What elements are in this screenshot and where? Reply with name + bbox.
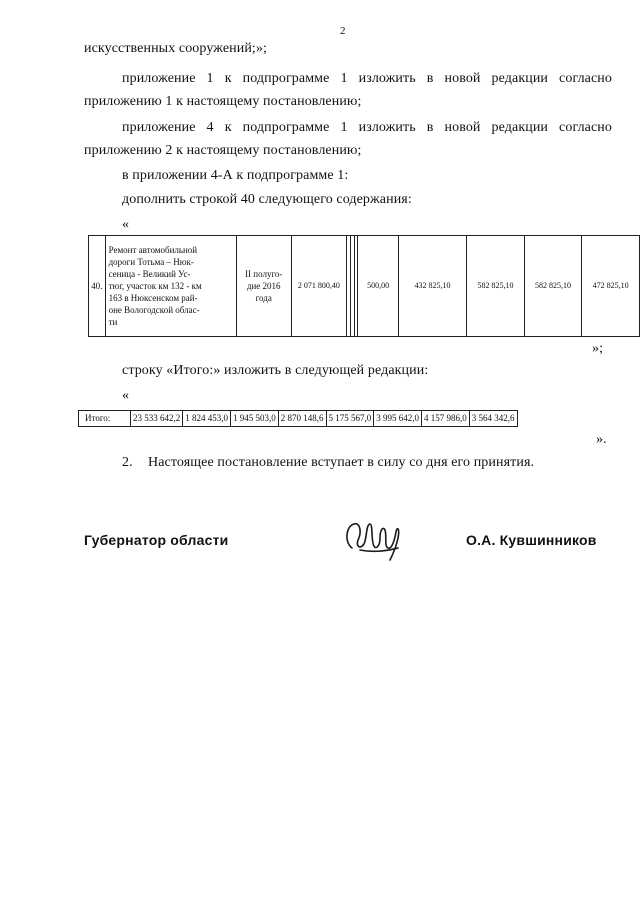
total-label-cell: Итого: [79, 411, 131, 427]
name-line: тюг, участок км 132 - км [108, 281, 202, 291]
name-line: дороги Тотьма – Нюк- [108, 257, 194, 267]
text-line: приложение 1 к подпрограмме 1 изложить в новой редакции согласно [122, 71, 612, 86]
period-line: года [255, 293, 272, 303]
total-row-table [78, 410, 518, 427]
name-line: 163 в Нюксенском рай- [108, 293, 198, 303]
text-line: приложению 2 к настоящему постановлению; [84, 143, 362, 158]
total-value-cell: 2 870 148,6 [278, 411, 326, 427]
period-line: дие 2016 [246, 281, 281, 291]
total-value-cell: 1 824 453,0 [183, 411, 231, 427]
text-line: в приложении 4-А к подпрограмме 1: [122, 168, 349, 183]
text-line: дополнить строкой 40 следующего содержания: [122, 192, 412, 207]
period-line: II полуго- [245, 269, 283, 279]
name-line: ти [108, 317, 118, 327]
name-line: оне Вологодской облас- [108, 305, 200, 315]
open-quote: « [122, 388, 130, 403]
table-row [79, 411, 518, 427]
text-line: приложение 4 к подпрограмме 1 изложить в новой редакции согласно [122, 120, 612, 135]
value-cell: 500,00 [358, 236, 398, 337]
close-quote: ». [596, 432, 607, 447]
total-value-cell: 3 995 642,0 [374, 411, 422, 427]
row-40-table [88, 235, 640, 337]
signatory-position: Губернатор области [84, 532, 229, 548]
text-line: искусственных сооружений;»; [84, 41, 267, 56]
value-cell: 472 825,10 [582, 236, 640, 337]
text-line: приложению 1 к настоящему постановлению; [84, 94, 362, 109]
object-name-cell [105, 236, 236, 337]
text-line: Настоящее постановление вступает в силу со дня его принятия. [148, 455, 535, 470]
total-value-cell: 1 945 503,0 [231, 411, 279, 427]
total-cost-cell: 2 071 800,40 [291, 236, 347, 337]
total-value-cell: 23 533 642,2 [131, 411, 183, 427]
open-quote: « [122, 217, 130, 232]
handwritten-signature-icon [340, 512, 410, 562]
table-row [89, 236, 640, 337]
signatory-name: О.А. Кувшинников [466, 532, 597, 548]
value-cell: 432 825,10 [398, 236, 466, 337]
total-value-cell: 5 175 567,0 [326, 411, 374, 427]
period-cell [236, 236, 291, 337]
clause-number: 2. [122, 455, 133, 470]
row-number-cell: 40. [89, 236, 106, 337]
value-cell: 582 825,10 [467, 236, 525, 337]
name-line: сеница - Великий Ус- [108, 269, 191, 279]
text-line: строку «Итого:» изложить в следующей редакции: [122, 363, 429, 378]
total-value-cell: 3 564 342,6 [469, 411, 517, 427]
page-number: 2 [340, 25, 346, 37]
close-quote: »; [592, 341, 604, 356]
value-cell: 582 825,10 [524, 236, 582, 337]
name-line: Ремонт автомобильной [108, 245, 198, 255]
total-value-cell: 4 157 986,0 [422, 411, 470, 427]
